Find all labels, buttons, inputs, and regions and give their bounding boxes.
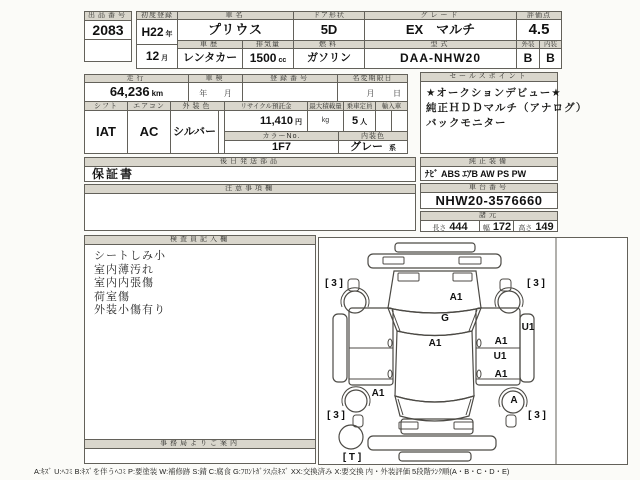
front-plate-shape	[395, 243, 475, 252]
displacement-value: 1500 cc	[242, 48, 294, 69]
exterior-color-value: シルバー	[170, 110, 219, 154]
car-name-label: 車名	[177, 11, 294, 20]
rear-left-wheel-shape	[345, 390, 367, 412]
inspector-notes-box	[84, 235, 316, 440]
dimension-height: 高さ 149	[513, 220, 558, 232]
interior-grade-label: 内装	[539, 40, 562, 49]
damage-code-legend: A:ｷｽﾞ U:ﾍｺﾐ B:ｷｽﾞを伴うﾍｺﾐ P:要塗装 W:補修跡 S:錆 C:腐食 G:ﾌﾛﾝﾄｶﾞﾗｽ点ｷｽﾞ XX:交換済み X:要交換 内・外装評価 5段階ﾗﾝｸ順(A・B・C・D・E)	[34, 467, 510, 476]
import-car-cell	[391, 110, 408, 132]
inspector-note: 荷室傷	[94, 290, 130, 303]
exterior-grade-label: 外装	[516, 40, 540, 49]
car-name-value: プリウス	[177, 19, 294, 41]
damage-label: U1	[521, 322, 535, 333]
model-code-label: 型式	[364, 40, 517, 49]
score-value: 4.5	[516, 19, 562, 41]
cautions-box	[84, 184, 416, 231]
damage-label: [ 3 ]	[325, 278, 343, 289]
front-left-wheel-shape	[344, 291, 366, 313]
later-parts-value: 保証書	[92, 167, 135, 181]
max-load-label: 最大積載量	[307, 101, 344, 111]
first-registration-label: 初度登録	[136, 11, 178, 20]
rear-right-corner-shape	[506, 415, 516, 427]
office-notice-label: 事務局よりご案内	[85, 440, 315, 449]
headlight-shape	[453, 273, 472, 281]
interior-color-label: 内装色	[338, 131, 408, 141]
front-right-wheel-shape	[498, 291, 520, 313]
mileage-label: 走行	[84, 74, 189, 83]
damage-labels	[325, 278, 546, 463]
history-label: 車歴	[177, 40, 243, 49]
grade-value: EX マルチ	[364, 19, 517, 41]
color-number-label: カラーNo.	[224, 131, 339, 141]
color-number-value: 1F7	[224, 140, 339, 154]
first-registration-month: 12 月	[136, 44, 178, 69]
name-change-value: 月 日	[337, 82, 408, 102]
import-car-cell	[375, 110, 392, 132]
later-parts-box	[84, 157, 416, 182]
headlight-shape	[398, 273, 419, 281]
aircon-value: AC	[127, 110, 171, 154]
office-notice-box	[84, 439, 316, 464]
damage-diagram-box	[318, 237, 628, 465]
equipment-value: ﾅﾋﾞ ABS ｴｱB AW PS PW	[425, 169, 527, 179]
spare-tire-shape	[339, 425, 363, 449]
damage-label: A1	[428, 338, 442, 349]
fuel-label: 燃料	[293, 40, 365, 49]
registration-number-value	[242, 82, 338, 102]
inspector-notes-label: 検査員記入欄	[85, 236, 315, 245]
capacity-label: 乗車定員	[343, 101, 376, 111]
car-damage-diagram	[319, 238, 627, 464]
sales-point-line: 純正ＨＤＤマルチ（アナログ）	[426, 102, 588, 114]
first-registration-year: H22 年	[136, 19, 178, 45]
dimension-length: 長さ 444	[432, 221, 468, 233]
sales-point-line: バックモニター	[426, 117, 507, 129]
sales-points-box	[420, 72, 588, 154]
model-code-value: DAA-NHW20	[364, 48, 517, 69]
history-value: レンタカー	[177, 48, 243, 69]
inspection-label: 車検	[188, 74, 243, 83]
shift-value: IAT	[84, 110, 128, 154]
damage-label: A	[510, 395, 518, 406]
damage-label: A1	[494, 336, 508, 347]
hood-shape	[388, 271, 481, 313]
inspector-note: 室内薄汚れ	[94, 263, 154, 276]
windshield-shape	[388, 308, 481, 336]
damage-label: [ 3 ]	[527, 278, 545, 289]
auction-number-value: 2083	[85, 21, 131, 40]
auction-number-label: 出品番号	[85, 12, 131, 21]
rear-window-shape	[395, 396, 474, 421]
fuel-value: ガソリン	[293, 48, 365, 69]
equipment-label: 純正装備	[421, 158, 557, 167]
inspector-note: 室内内張傷	[94, 277, 154, 289]
sales-point-line: ★オークションデビュー★	[426, 87, 562, 99]
cautions-label: 注意事項欄	[85, 185, 415, 194]
damage-label: A1	[449, 292, 463, 303]
max-load-value: kg	[307, 110, 344, 132]
dimensions-box	[420, 211, 558, 232]
left-sill-shape	[333, 314, 347, 382]
grade-label: グレード	[364, 11, 517, 20]
door-label: ドア形状	[293, 11, 365, 20]
auction-number-box	[84, 11, 132, 62]
recycle-deposit-value: 11,410 円	[224, 110, 308, 132]
later-parts-label: 後日発送部品	[85, 158, 415, 167]
dimensions-label: 諸元	[421, 212, 557, 221]
name-change-label: 名変期限日	[337, 74, 408, 83]
damage-label: [ 3 ]	[528, 410, 546, 421]
mileage-value: 64,236 km	[84, 82, 189, 102]
chassis-number-box	[420, 183, 558, 209]
chassis-number-value: NHW20-3576660	[435, 193, 543, 208]
damage-label: A1	[494, 369, 508, 380]
shift-label: シフト	[84, 101, 128, 111]
interior-color-value: グレー 系	[338, 140, 408, 154]
damage-label: A1	[371, 388, 385, 399]
sales-points-label: セールスポイント	[421, 73, 557, 82]
equipment-box	[420, 157, 558, 181]
score-label: 評価点	[516, 11, 562, 20]
inspection-value: 年 月	[188, 82, 243, 102]
import-car-label: 輸入車	[375, 101, 408, 111]
registration-number-label: 登録番号	[242, 74, 338, 83]
displacement-label: 排気量	[242, 40, 294, 49]
left-side-panel-shape	[349, 308, 393, 385]
damage-label: [ 3 ]	[327, 410, 345, 421]
inspector-note: シートしみ小	[94, 250, 166, 262]
damage-label: [ T ]	[342, 452, 362, 463]
inspector-note: 外装小傷有り	[94, 304, 166, 316]
rear-bumper-shape	[368, 436, 496, 450]
interior-grade-value: B	[539, 48, 562, 69]
exterior-grade-value: B	[516, 48, 540, 69]
recycle-deposit-label: リサイクル預託金	[224, 101, 308, 111]
capacity-value: 5 人	[343, 110, 376, 132]
dimension-width: 幅 172	[479, 220, 514, 232]
rear-plate-shape	[399, 452, 471, 461]
damage-label: G	[441, 313, 449, 324]
exterior-color-label: 外装色	[170, 101, 225, 111]
door-value: 5D	[293, 19, 365, 41]
aircon-label: エアコン	[127, 101, 171, 111]
damage-label: U1	[493, 351, 507, 362]
chassis-number-label: 車台番号	[421, 184, 557, 193]
